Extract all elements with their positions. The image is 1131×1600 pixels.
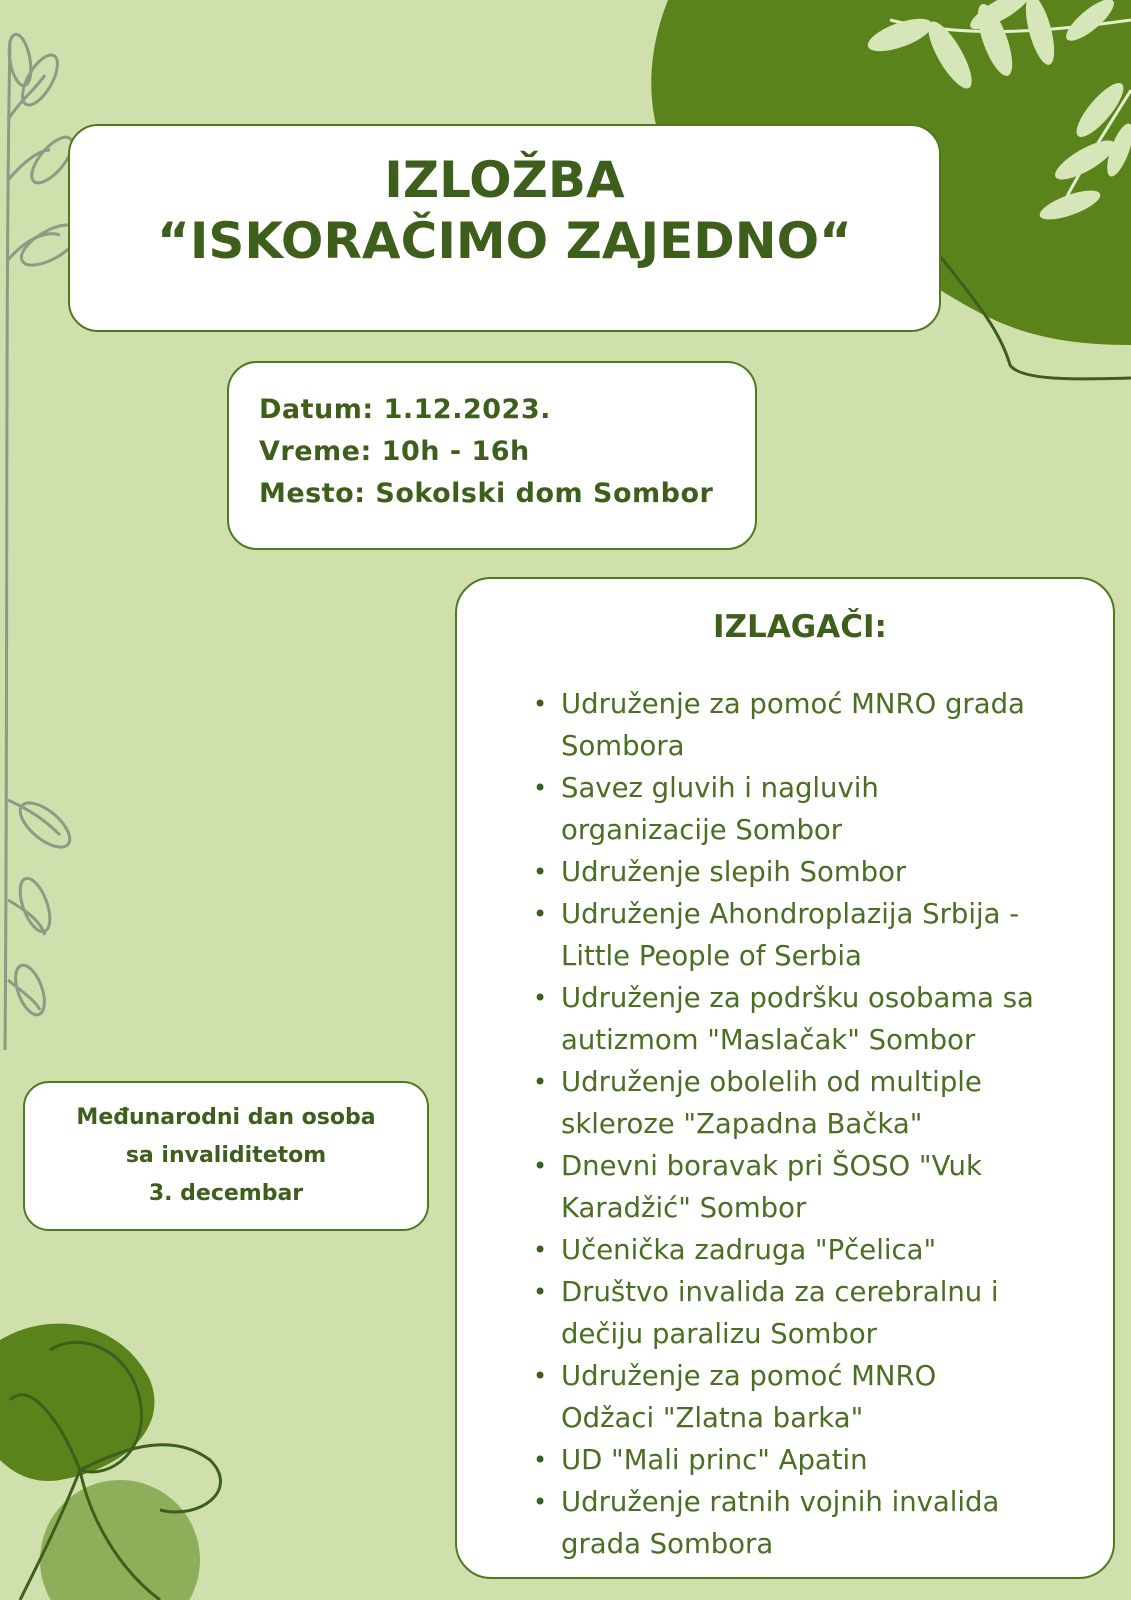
list-item: • Savez gluvih i nagluvih organizacije Sombor: [561, 767, 1113, 851]
event-time: Vreme: 10h - 16h: [259, 436, 530, 467]
occasion-date: 3. decembar: [148, 1181, 304, 1206]
list-item: • Učenička zadruga "Pčelica": [561, 1229, 1113, 1271]
list-item: • Udruženje Ahondroplazija Srbija - Little People of Serbia: [561, 893, 1113, 977]
event-info-card: [227, 361, 757, 550]
list-item: • Udruženje za pomoć MNRO Odžaci "Zlatna barka": [561, 1355, 1113, 1439]
exhibition-title: “ISKORAČIMO ZAJEDNO“: [156, 212, 853, 270]
list-item: • Udruženje ratnih vojnih invalida grada Sombora: [561, 1481, 1113, 1565]
event-place: Mesto: Sokolski dom Sombor: [259, 478, 714, 509]
list-item: • Dnevni boravak pri ŠOSO "Vuk Karadžić" Sombor: [561, 1145, 1113, 1229]
list-item: • Udruženje za pomoć MNRO grada Sombora: [561, 683, 1113, 767]
occasion-line: Međunarodni dan osoba: [76, 1105, 376, 1130]
exhibitors-card: [455, 577, 1115, 1579]
list-item: • UD "Mali princ" Apatin: [561, 1439, 1113, 1481]
occasion-card: [23, 1081, 429, 1231]
list-item: • Udruženje obolelih od multiple skleroze "Zapadna Bačka": [561, 1061, 1113, 1145]
event-date: Datum: 1.12.2023.: [259, 394, 551, 425]
exhibitors-list: [457, 683, 1113, 1565]
exhibitors-heading: IZLAGAČI:: [713, 609, 887, 645]
list-item: • Udruženje za podršku osobama sa autizmom "Maslačak" Sombor: [561, 977, 1113, 1061]
list-item: • Udruženje slepih Sombor: [561, 851, 1113, 893]
occasion-line: sa invaliditetom: [125, 1143, 327, 1168]
list-item: • Društvo invalida za cerebralnu i dečiju paralizu Sombor: [561, 1271, 1113, 1355]
title-card: [68, 124, 941, 332]
exhibition-label: IZLOŽBA: [384, 151, 625, 209]
